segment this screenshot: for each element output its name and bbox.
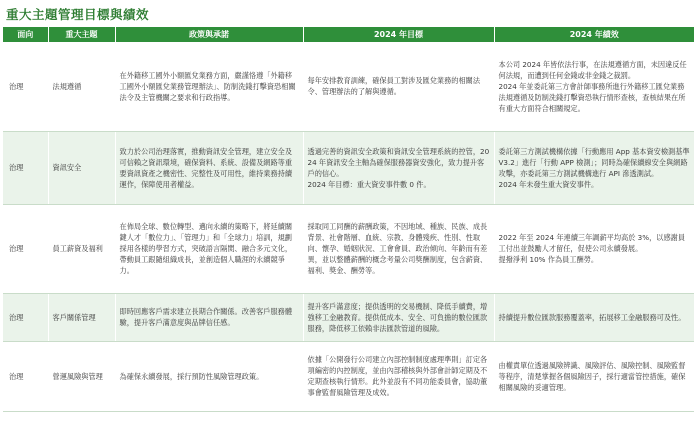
cell-goal: 每年安排教育訓練，確保員工對涉及匯兌業務的相關法令、管理辦法的了解與遵循。	[303, 42, 494, 131]
cell-aspect: 治理	[3, 204, 48, 293]
cell-performance: 由權責單位透過風險辨識、風險評估、風險控制、風險監督等程序，清楚掌握各個風險因子，採行適當管控措施，確保相關風險的妥適管理。	[494, 341, 694, 411]
cell-goal-line: 2024 年目標：重大資安事件數 0 件。	[307, 179, 431, 189]
cell-goal: 採取同工同酬的薪酬政策，不因地域、種族、民族、成長背景、社會階層、血統、宗教、身體殘疾、性別、性取向、懷孕、婚姻狀況、工會會員、政治傾向、年齡而有差異，並以整體薪酬的概念考量公司獎酬制度，包含薪資、福利、獎金、酬勞等。	[303, 204, 494, 293]
cell-topic: 員工薪資及福利	[48, 204, 115, 293]
cell-performance-line: 2022 年至 2024 年連續三年調薪平均高於 3%，以感謝員工付出並鼓勵人才留任，促使公司永續發展。	[498, 233, 686, 253]
cell-performance-line: 2024 年並委託第三方會計師事務所進行外籍移工匯兌業務法規遵循及防制洗錢打擊資恐執行情形查核，查核結果在所有重大方面符合相關規定。	[498, 81, 686, 113]
page-title: 重大主題管理目標與績效	[6, 7, 150, 22]
cell-policy: 即時回應客戶需求建立長期合作關係。改善客戶服務體驗，提升客戶滿意度與品牌信任感。	[115, 293, 303, 341]
cell-performance-line: 2024 年未發生重大資安事件。	[498, 179, 599, 189]
table-row	[3, 204, 694, 293]
table-header-row	[3, 27, 694, 42]
cell-policy: 為確保永續發展，採行預防性風險管理政策。	[115, 341, 303, 411]
header-policy: 政策與承諾	[115, 27, 303, 42]
table-body	[3, 42, 694, 411]
cell-aspect: 治理	[3, 131, 48, 204]
cell-topic: 資訊安全	[48, 131, 115, 204]
cell-goal	[303, 131, 494, 204]
cell-policy: 致力於公司治理落實，推動資訊安全管理，建立安全及可信賴之資訊環境，確保資料、系統、設備及網路等重要資訊資產之機密性、完整性及可用性，維持業務持續運作，保障使用者權益。	[115, 131, 303, 204]
cell-performance-line: 本公司 2024 年皆依法行事，在法規遵循方面，未因違反任何法規，而遭到任何金錢或非金錢之裁罰。	[498, 59, 687, 80]
cell-topic: 法規遵循	[48, 42, 115, 131]
cell-aspect: 治理	[3, 341, 48, 411]
cell-aspect: 治理	[3, 293, 48, 341]
cell-performance: 持續提升數位匯款服務覆蓋率，拓展移工金融服務可及性。	[494, 293, 694, 341]
cell-goal-line: 透過完善的資訊安全政策和資訊安全管理系統的控管，2024 年資訊安全主軸為確保服務器資安強化，致力提升客戶的信心。	[307, 146, 490, 178]
header-aspect: 面向	[3, 27, 48, 42]
cell-performance	[494, 204, 694, 293]
table-row	[3, 131, 694, 204]
cell-performance-line: 委託第三方測試機構依據「行動應用 App 基本資安檢測基準 V3.2」進行「行動 APP 檢測」；同時為確保續線安全與網路攻擊，亦委託第三方測試機構進行 API 滲透測試。	[498, 146, 690, 178]
cell-aspect: 治理	[3, 42, 48, 131]
management-table	[3, 27, 694, 412]
cell-performance-line: 提撥淨利 10% 作為員工酬勞。	[498, 255, 599, 264]
cell-topic: 營運風險與管理	[48, 341, 115, 411]
cell-performance	[494, 131, 694, 204]
cell-policy: 在佈局全球、數位轉型、邁向永續的策略下，將延續關鍵人才「數位力」、「管理力」和「全球力」培訓，規劃採用各樣的學習方式，突破語言隔閡、融合多元文化，帶動員工跟隨組織成長，並創造個人職涯的永續競爭力。	[115, 204, 303, 293]
cell-goal: 提升客戶滿意度；提供透明的交易機制、降低手續費，增強移工金融教育。提供低成本、安全、可負擔的數位匯款服務，降低移工依賴非法匯款管道的風險。	[303, 293, 494, 341]
table-row	[3, 42, 694, 131]
cell-goal: 依據「公開發行公司建立內部控制制度處理準則」訂定各項編密的內控制度，並由內部稽核與外部會計師定期及不定期查核執行情形。此外並設有不同功能委員會，協助董事會監督風險管理及成效。	[303, 341, 494, 411]
cell-performance	[494, 42, 694, 131]
header-performance: 2024 年績效	[494, 27, 694, 42]
cell-policy: 在外籍移工國外小額匯兌業務方面，嚴謹恪遵「外籍移工國外小額匯兌業務管理辦法」、防制洗錢打擊資恐相關法令及主管機關之要求和行政指導。	[115, 42, 303, 131]
table-row	[3, 293, 694, 341]
header-goal: 2024 年目標	[303, 27, 494, 42]
cell-topic: 客戶關係管理	[48, 293, 115, 341]
header-topic: 重大主題	[48, 27, 115, 42]
table-row	[3, 341, 694, 411]
